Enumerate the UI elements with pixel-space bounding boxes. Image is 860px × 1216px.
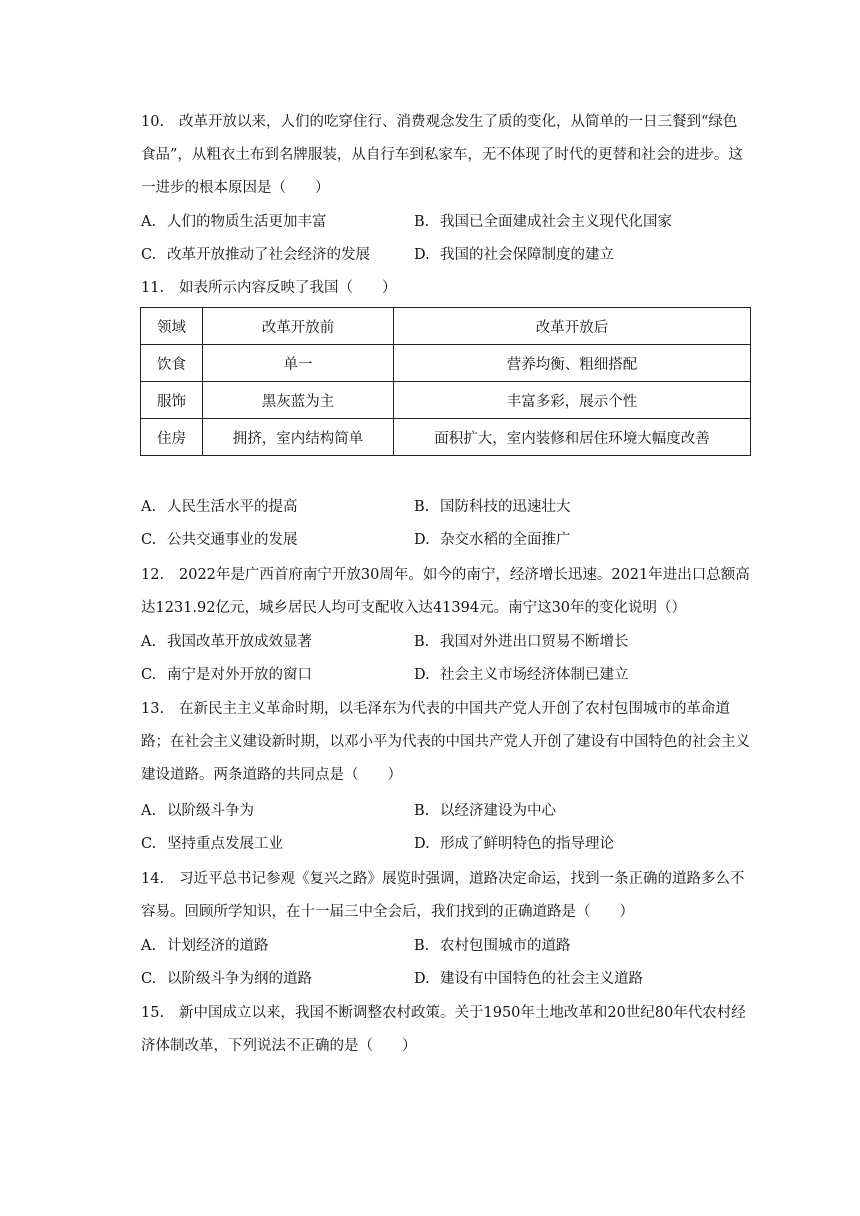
table-row xyxy=(141,382,751,419)
table-cell: 住房 xyxy=(141,419,203,456)
comparison-table xyxy=(140,307,751,456)
table-cell: 营养均衡、粗细搭配 xyxy=(394,345,751,382)
question-11 xyxy=(141,272,751,305)
question-number: 13. xyxy=(141,701,165,717)
option-c: C. 改革开放推动了社会经济的发展 xyxy=(141,247,370,263)
question-11-options xyxy=(141,491,751,557)
option-d: D. 杂交水稻的全面推广 xyxy=(414,532,571,548)
question-text: 如表所示内容反映了我国（ ） xyxy=(179,280,397,296)
question-14-options xyxy=(141,930,751,996)
table-cell: 单一 xyxy=(203,345,394,382)
option-d: D. 形成了鲜明特色的指导理论 xyxy=(414,836,614,852)
option-a: A. 计划经济的道路 xyxy=(141,938,269,954)
option-b: B. 我国对外进出口贸易不断增长 xyxy=(414,634,629,650)
question-14 xyxy=(141,863,751,929)
question-number: 15. xyxy=(141,1005,165,1021)
table-header: 改革开放后 xyxy=(394,308,751,345)
option-a: A. 人民生活水平的提高 xyxy=(141,499,298,515)
table-cell: 丰富多彩，展示个性 xyxy=(394,382,751,419)
option-c: C. 公共交通事业的发展 xyxy=(141,532,298,548)
question-13-options xyxy=(141,795,751,861)
option-b: B. 农村包围城市的道路 xyxy=(414,938,571,954)
table-header: 改革开放前 xyxy=(203,308,394,345)
question-13 xyxy=(141,693,751,792)
question-number: 12. xyxy=(141,567,165,583)
question-text: 习近平总书记参观《复兴之路》展览时强调，道路决定命运，找到一条正确的道路多么不容易。回顾所学知识，在十一届三中全会后，我们找到的正确道路是（ ） xyxy=(141,871,745,920)
question-number: 10. xyxy=(141,114,165,130)
question-number: 14. xyxy=(141,871,165,887)
question-text: 在新民主主义革命时期，以毛泽东为代表的中国共产党人开创了农村包围城市的革命道路；在社会主义建设新时期，以邓小平为代表的中国共产党人开创了建设有中国特色的社会主义建设道路。两条道路的共同点是（ ） xyxy=(141,701,750,783)
option-d: D. 建设有中国特色的社会主义道路 xyxy=(414,971,643,987)
table-row xyxy=(141,345,751,382)
question-text: 2022年是广西首府南宁开放30周年。如今的南宁，经济增长迅速。2021年进出口总额高达1231.92亿元，城乡居民人均可支配收入达41394元。南宁这30年的变化说明（） xyxy=(141,567,750,616)
table-cell: 面积扩大，室内装修和居住环境大幅度改善 xyxy=(394,419,751,456)
table-cell: 饮食 xyxy=(141,345,203,382)
question-10 xyxy=(141,106,751,205)
option-c: C. 坚持重点发展工业 xyxy=(141,836,283,852)
option-b: B. 国防科技的迅速壮大 xyxy=(414,499,571,515)
option-a: A. 以阶级斗争为 xyxy=(141,803,254,819)
table-cell: 服饰 xyxy=(141,382,203,419)
question-12 xyxy=(141,559,751,625)
table-cell: 黑灰蓝为主 xyxy=(203,382,394,419)
question-text: 改革开放以来，人们的吃穿住行、消费观念发生了质的变化，从简单的一日三餐到“绿色食品”，从粗衣土布到名牌服装，从自行车到私家车，无不体现了时代的更替和社会的进步。这一进步的根本原因是（ ） xyxy=(141,114,743,196)
table-cell: 拥挤，室内结构简单 xyxy=(203,419,394,456)
option-a: A. 我国改革开放成效显著 xyxy=(141,634,312,650)
option-b: B. 以经济建设为中心 xyxy=(414,803,556,819)
option-c: C. 以阶级斗争为纲的道路 xyxy=(141,971,312,987)
question-15 xyxy=(141,997,751,1063)
question-10-options xyxy=(141,206,751,272)
table-header-row xyxy=(141,308,751,345)
question-number: 11. xyxy=(141,280,165,296)
table-header: 领域 xyxy=(141,308,203,345)
question-text: 新中国成立以来，我国不断调整农村政策。关于1950年土地改革和20世纪80年代农村经济体制改革，下列说法不正确的是（ ） xyxy=(141,1005,746,1054)
option-d: D. 社会主义市场经济体制已建立 xyxy=(414,667,629,683)
option-c: C. 南宁是对外开放的窗口 xyxy=(141,667,312,683)
table-row xyxy=(141,419,751,456)
option-a: A. 人们的物质生活更加丰富 xyxy=(141,214,327,230)
option-d: D. 我国的社会保障制度的建立 xyxy=(414,247,614,263)
option-b: B. 我国已全面建成社会主义现代化国家 xyxy=(414,214,672,230)
question-12-options xyxy=(141,626,751,692)
